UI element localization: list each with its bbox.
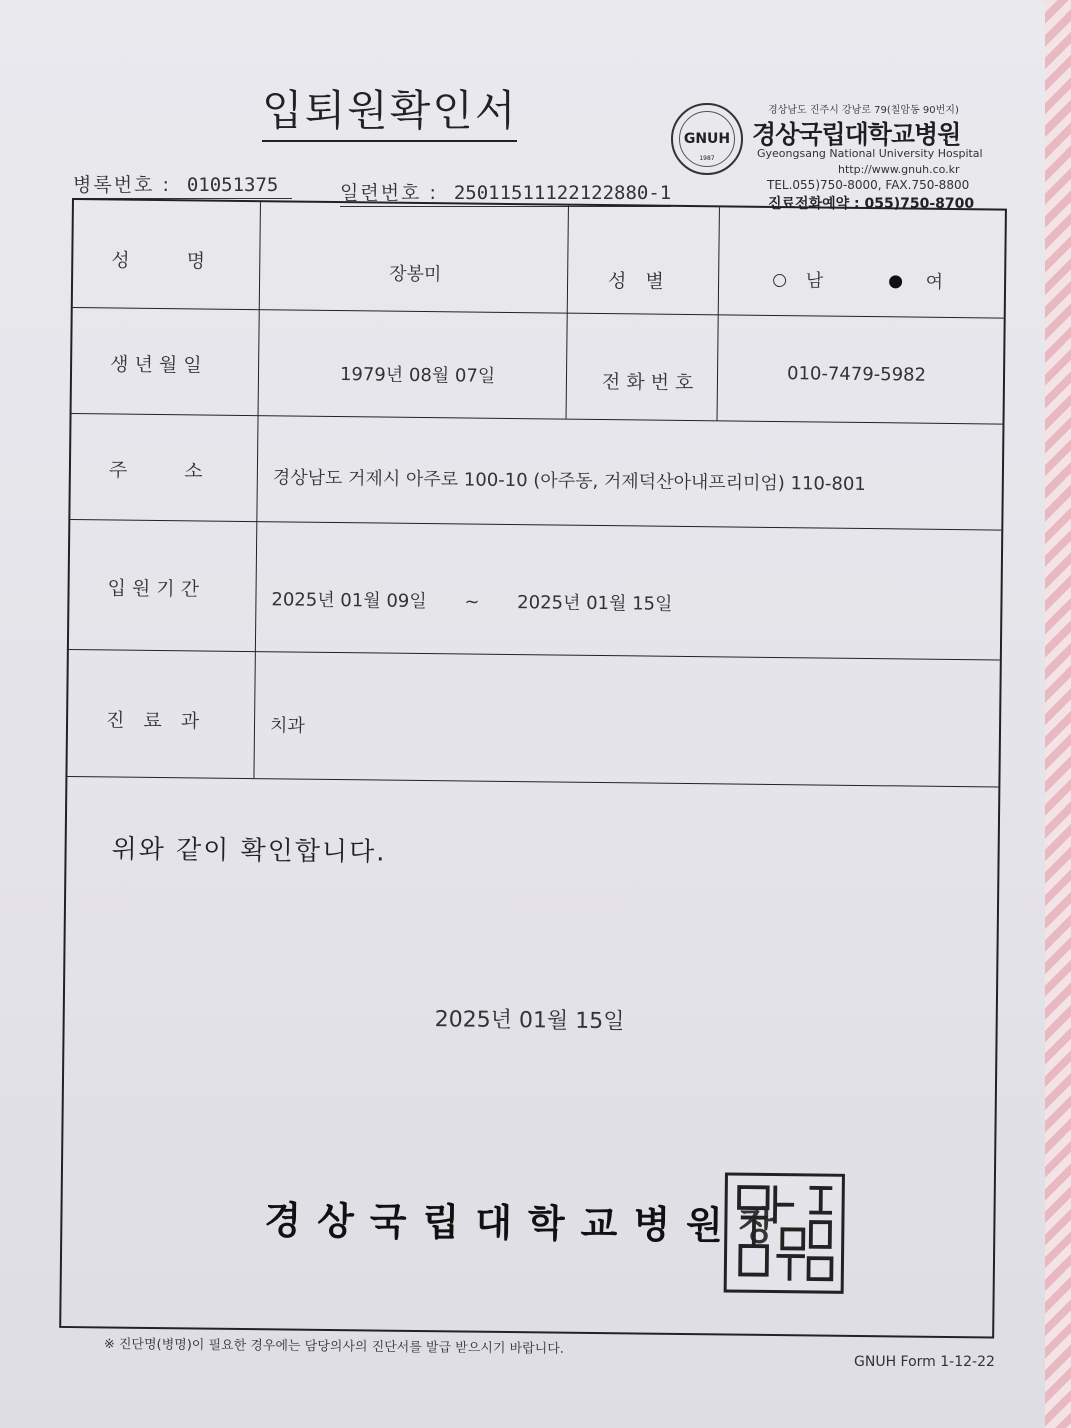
divider [258,309,260,415]
hospital-name: 경상국립대학교병원 [752,120,961,149]
record-number-line [73,170,292,199]
sex-male-label: 남 [805,270,824,292]
official-seal-icon [724,1172,845,1293]
phone-value: 010-7479-5982 [786,363,927,386]
address-value: 경상남도 거제시 아주로 100-10 (아주동, 거제덕산아내프리미엄) 110-801 [272,467,866,496]
row-address [70,413,1002,531]
department-value: 치과 [269,715,305,737]
hospital-tel: TEL.055)750-8000, FAX.750-8800 [767,178,970,192]
signer-name: 경상국립대학교병원장 [264,1198,792,1249]
divider [566,313,568,419]
male-radio-icon [773,274,786,287]
divider [256,415,258,521]
dob-value: 1979년 08월 07일 [339,364,496,387]
sex-options [773,266,943,294]
document-title: 입퇴원확인서 [262,78,517,142]
period-label: 입 원 기 간 [107,577,200,601]
row-name [73,200,1005,319]
row-dob [72,307,1004,425]
period-separator: ~ [464,591,480,613]
issue-date: 2025년 01월 15일 [434,1007,625,1035]
address-label: 주 소 [108,459,203,483]
name-label: 성 명 [111,249,206,273]
record-number-label: 병록번호 : [73,174,171,196]
row-department [67,649,999,788]
hospital-reservation: 진료전화예약 : 055)750-8700 [768,196,975,212]
female-radio-icon [889,275,902,288]
logo-year: 1987 [699,155,715,162]
serial-number-value: 25011511122122880-1 [453,182,672,204]
department-label: 진 료 과 [105,709,200,733]
divider [717,314,719,420]
row-period [69,519,1001,661]
seal-graphic [727,1176,842,1291]
footnote: ※ 진단명(병명)이 필요한 경우에는 담당의사의 진단서를 발급 받으시기 바랍니다. [103,1336,565,1357]
form-number: GNUH Form 1-12-22 [854,1354,995,1370]
period-start: 2025년 01월 09일 [271,589,427,613]
divider [567,206,569,313]
hospital-url: http://www.gnuh.co.kr [838,163,960,176]
name-value: 장봉미 [389,263,442,286]
period-value [271,585,672,616]
phone-label: 전 화 번 호 [601,371,694,395]
sex-label: 성 별 [607,270,664,293]
record-number-value: 01051375 [186,174,279,196]
divider [253,651,255,778]
dob-label: 생 년 월 일 [109,353,202,377]
divider [259,202,261,309]
logo-text: GNUH [683,131,731,147]
divider [718,207,720,314]
serial-number-label: 일련번호 : [340,182,438,204]
sex-female-label: 여 [925,271,944,293]
form-table [59,198,1007,1339]
confirm-text: 위와 같이 확인합니다. [111,834,387,868]
hospital-address: 경상남도 진주시 강남로 79(칠암동 90번지) [768,105,959,116]
hospital-name-english: Gyeongsang National University Hospital [757,147,983,160]
hospital-logo-icon [671,103,743,175]
divider [255,521,257,651]
period-end: 2025년 01월 15일 [517,592,673,615]
